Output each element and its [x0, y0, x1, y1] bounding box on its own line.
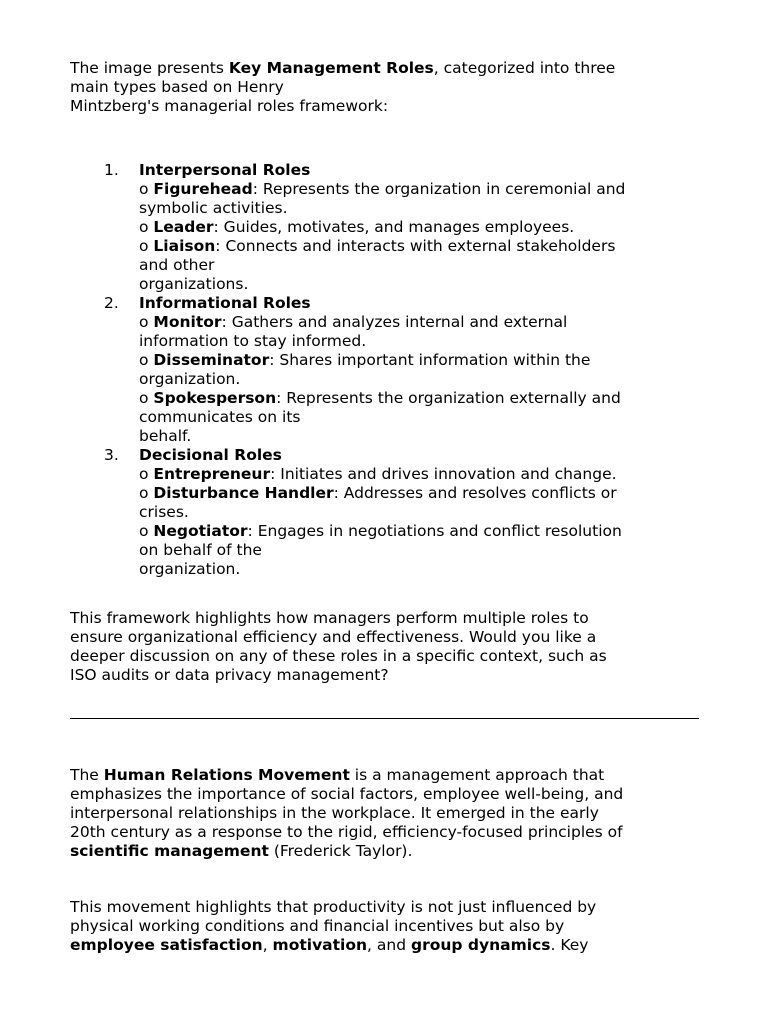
role-item-disturbance-handler: o Disturbance Handler: Addresses and resolves conflicts or — [139, 484, 617, 502]
role-item-figurehead: o Figurehead: Represents the organization in ceremonial and — [139, 180, 626, 198]
role-item-entrepreneur: o Entrepreneur: Initiates and drives innovation and change. — [139, 465, 617, 483]
role-item-negotiator: o Negotiator: Engages in negotiations and conflict resolution — [139, 522, 622, 540]
role-title: Decisional Roles — [139, 446, 282, 464]
list-number: 1. — [104, 161, 119, 179]
movement-paragraph: This movement highlights that productivity is not just influenced by physical working conditions and financial incentives but also by employee satisfaction, motivation, and group dynamics. Key — [70, 898, 597, 954]
horizontal-divider — [70, 718, 699, 719]
framework-paragraph: This framework highlights how managers perform multiple roles to ensure organizational efficiency and effectiveness. Would you like a deeper discussion on any of these roles in a specific context, such as ISO audits or data privacy management? — [70, 609, 607, 684]
intro-paragraph — [70, 59, 710, 116]
scientific-management-term: scientific management — [70, 842, 269, 860]
role-title: Informational Roles — [139, 294, 311, 312]
intro-line-3: Mintzberg's managerial roles framework: — [70, 97, 389, 115]
list-number: 2. — [104, 294, 119, 312]
role-section-informational: 2. Informational Roles o Monitor: Gathers and analyzes internal and external information to stay informed. o Disseminator: Shares important information within the organization. o Spokesperson: Represents the organization externally and communicates on its behalf. — [70, 294, 710, 446]
role-item-leader: o Leader: Guides, motivates, and manages employees. — [139, 218, 575, 236]
motivation-term: motivation — [272, 936, 368, 954]
employee-satisfaction-term: employee satisfaction — [70, 936, 263, 954]
group-dynamics-term: group dynamics — [411, 936, 551, 954]
role-section-interpersonal: 1. Interpersonal Roles o Figurehead: Represents the organization in ceremonial and symbolic activities. o Leader: Guides, motivates, and manages employees. o Liaison: Connects and interacts with external stakeholders and other organizations. — [70, 161, 710, 294]
role-item-monitor: o Monitor: Gathers and analyzes internal and external — [139, 313, 568, 331]
roles-list — [70, 161, 710, 579]
human-relations-term: Human Relations Movement — [103, 766, 350, 784]
intro-line-2: main types based on Henry — [70, 78, 284, 96]
role-section-decisional: 3. Decisional Roles o Entrepreneur: Initiates and drives innovation and change. o Disturbance Handler: Addresses and resolves conflicts or crises. o Negotiator: Engages in negotiations and conflict resolution on behalf of the organization. — [70, 446, 710, 579]
role-item-liaison: o Liaison: Connects and interacts with external stakeholders — [139, 237, 616, 255]
key-management-roles-term: Key Management Roles — [228, 59, 434, 77]
list-number: 3. — [104, 446, 119, 464]
intro-line-1: The image presents Key Management Roles, categorized into three — [70, 59, 616, 77]
role-item-spokesperson: o Spokesperson: Represents the organization externally and — [139, 389, 621, 407]
human-relations-paragraph: The Human Relations Movement is a management approach that emphasizes the importance of social factors, employee well-being, and interpersonal relationships in the workplace. It emerged in the early 20th century as a response to the rigid, efficiency-focused principles of scientific management (Frederick Taylor). — [70, 766, 624, 860]
role-title: Interpersonal Roles — [139, 161, 311, 179]
role-item-disseminator: o Disseminator: Shares important information within the — [139, 351, 591, 369]
